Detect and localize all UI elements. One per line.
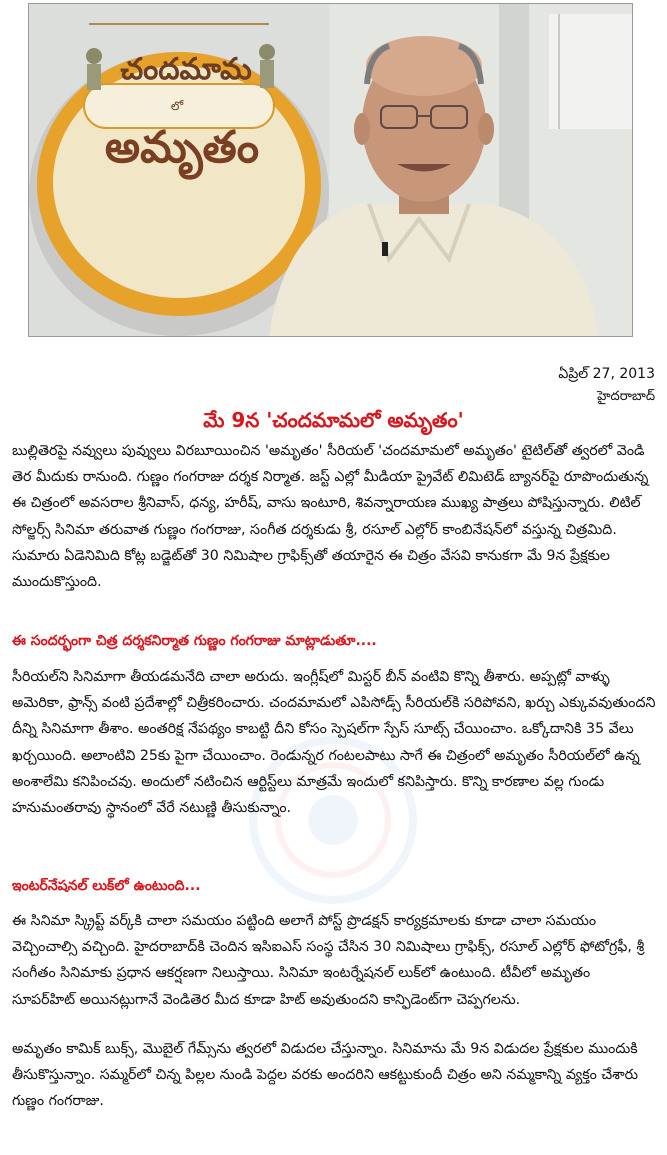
paragraph-production: ఈ సినిమా స్క్రిప్ట్ వర్క్‌కి చాలా సమయం పట్టింది అలాగే పోస్ట్ ప్రొడక్షన్ కార్యక్రమాలకు కూడా చాలా సమయం వెచ్చించాల్సి వచ్చింది. హైదరాబాద్‌కి చెందిన ఇసిఐఎస్ సంస్థ చేసిన 30 నిమిషాలు గ్రాఫిక్స్, రసూల్ ఎల్లోర్ ఫోటోగ్రఫీ, శ్రీ సంగీతం సినిమాకు ప్రధాన ఆకర్షణగా నిలుస్తాయి. సినిమా ఇంటర్నేషనల్ లుక్‌లో ఉంటుంది. టీవీలో అమృతం సూపర్‌హిట్ అయినట్లుగానే వెండితెర మీద కూడా హిట్ అవుతుందని కాన్ఫిడెంట్‌గా చెప్పగలను. [12,913,645,1008]
paragraph-director-quote: సీరియల్‌ని సినిమాగా తీయడమనేది చాలా అరుదు. ఇంగ్లీష్‌లో మిస్టర్ బీన్ వంటివి కొన్ని తీశారు. అప్పట్లో వాళ్ళు అమెరికా, ఫ్రాన్స్ వంటి ప్రదేశాల్లో చిత్రీకరించారు. చందమామలో ఎపిసోడ్స్ సీరియల్‌కి సరిపోవని, ఖర్చు ఎక్కువవుతుందని దీన్ని సినిమాగా తీశాం. అంతరిక్ష నేపథ్యం కాబట్టి దీని కోసం స్పెషల్‌గా స్పేస్ సూట్స్ చేయించాం. ఒక్కోదానికి 35 వేలు ఖర్చయింది. అలాంటివి 25కు పైగా చేయించాం. రెండున్నర గంటలపాటు సాగే ఈ చిత్రంలో అమృతం సీరియల్‌లో ఉన్న అంశాలేమి కనిపించవు. అందులో నటించిన ఆర్టిస్ట్‌లు మాత్రమే ఇందులో కనిపిస్తారు. కొన్ని కారణాల వల్ల గుండు హనుమంతరావు స్థానంలో వేరే నటుణ్ణి తీసుకున్నాం. [12,669,656,817]
article-location: హైదరాబాద్ [597,389,655,404]
article-photo [28,3,633,337]
paragraph-intro: బుల్లితెరపై నవ్వులు పువ్వులు విరబూయించిన 'అమృతం' సీరియల్ 'చందమామలో అమృతం' టైటిల్‌తో త్వరలో వెండి తెర మీదుకు రానుంది. గుణ్ణం గంగరాజు దర్శక నిర్మాత. జస్ట్ ఎల్లో మీడియా ప్రైవేట్ లిమిటెడ్ బ్యానర్‌పై రూపొందుతున్న ఈ చిత్రంలో అవసరాల శ్రీనివాస్, ధన్య, హరీష్, వాసు ఇంటూరి, శివన్నారాయణ ముఖ్య పాత్రలు పోషిస్తున్నారు. లిటిల్ సోల్జర్స్ సినిమా తరువాత గుణ్ణం గంగరాజు, సంగీత దర్శకుడు శ్రీ, రసూల్ ఎల్లోర్ కాంబినేషన్‌లో వస్తున్న చిత్రమిది. సుమారు ఏడెనిమిది కోట్ల బడ్జెట్‌తో 30 నిమిషాల గ్రాఫిక్స్‌తో తయారైన ఈ చిత్రం వేసవి కానుకగా మే 9న ప్రేక్షకుల ముందుకొస్తుంది. [12,443,649,591]
logo-connector: లో [170,99,184,113]
subheading-international-look: ఇంటర్‌నేషనల్ లుక్‌లో ఉంటుంది... [12,878,201,894]
logo-text-main: అమృతం [104,122,260,173]
article-headline: మే 9న 'చందమామలో అమృతం' [203,408,464,432]
article-date: ఏప్రిల్ 27, 2013 [558,366,655,382]
paragraph-release: అమృతం కామిక్ బుక్స్, మొబైల్ గేమ్స్‌ను త్వరలో విడుదల చేస్తున్నాం. సినిమాను మే 9న విడుదల ప్రేక్షకుల ముందుకి తీసుకొస్తున్నాం. సమ్మర్‌లో చిన్న పిల్లల నుండి పెద్దల వరకు అందరిని ఆకట్టుకుందీ చిత్రం అని నమ్మకాన్ని వ్యక్తం చేశారు గుణ్ణం గంగరాజు. [12,1041,638,1110]
logo-text-top: చందమామ [120,52,252,87]
subheading-director-speaks: ఈ సందర్భంగా చిత్ర దర్శకనిర్మాత గుణ్ణం గంగరాజు మాట్లాడుతూ.... [12,633,377,649]
